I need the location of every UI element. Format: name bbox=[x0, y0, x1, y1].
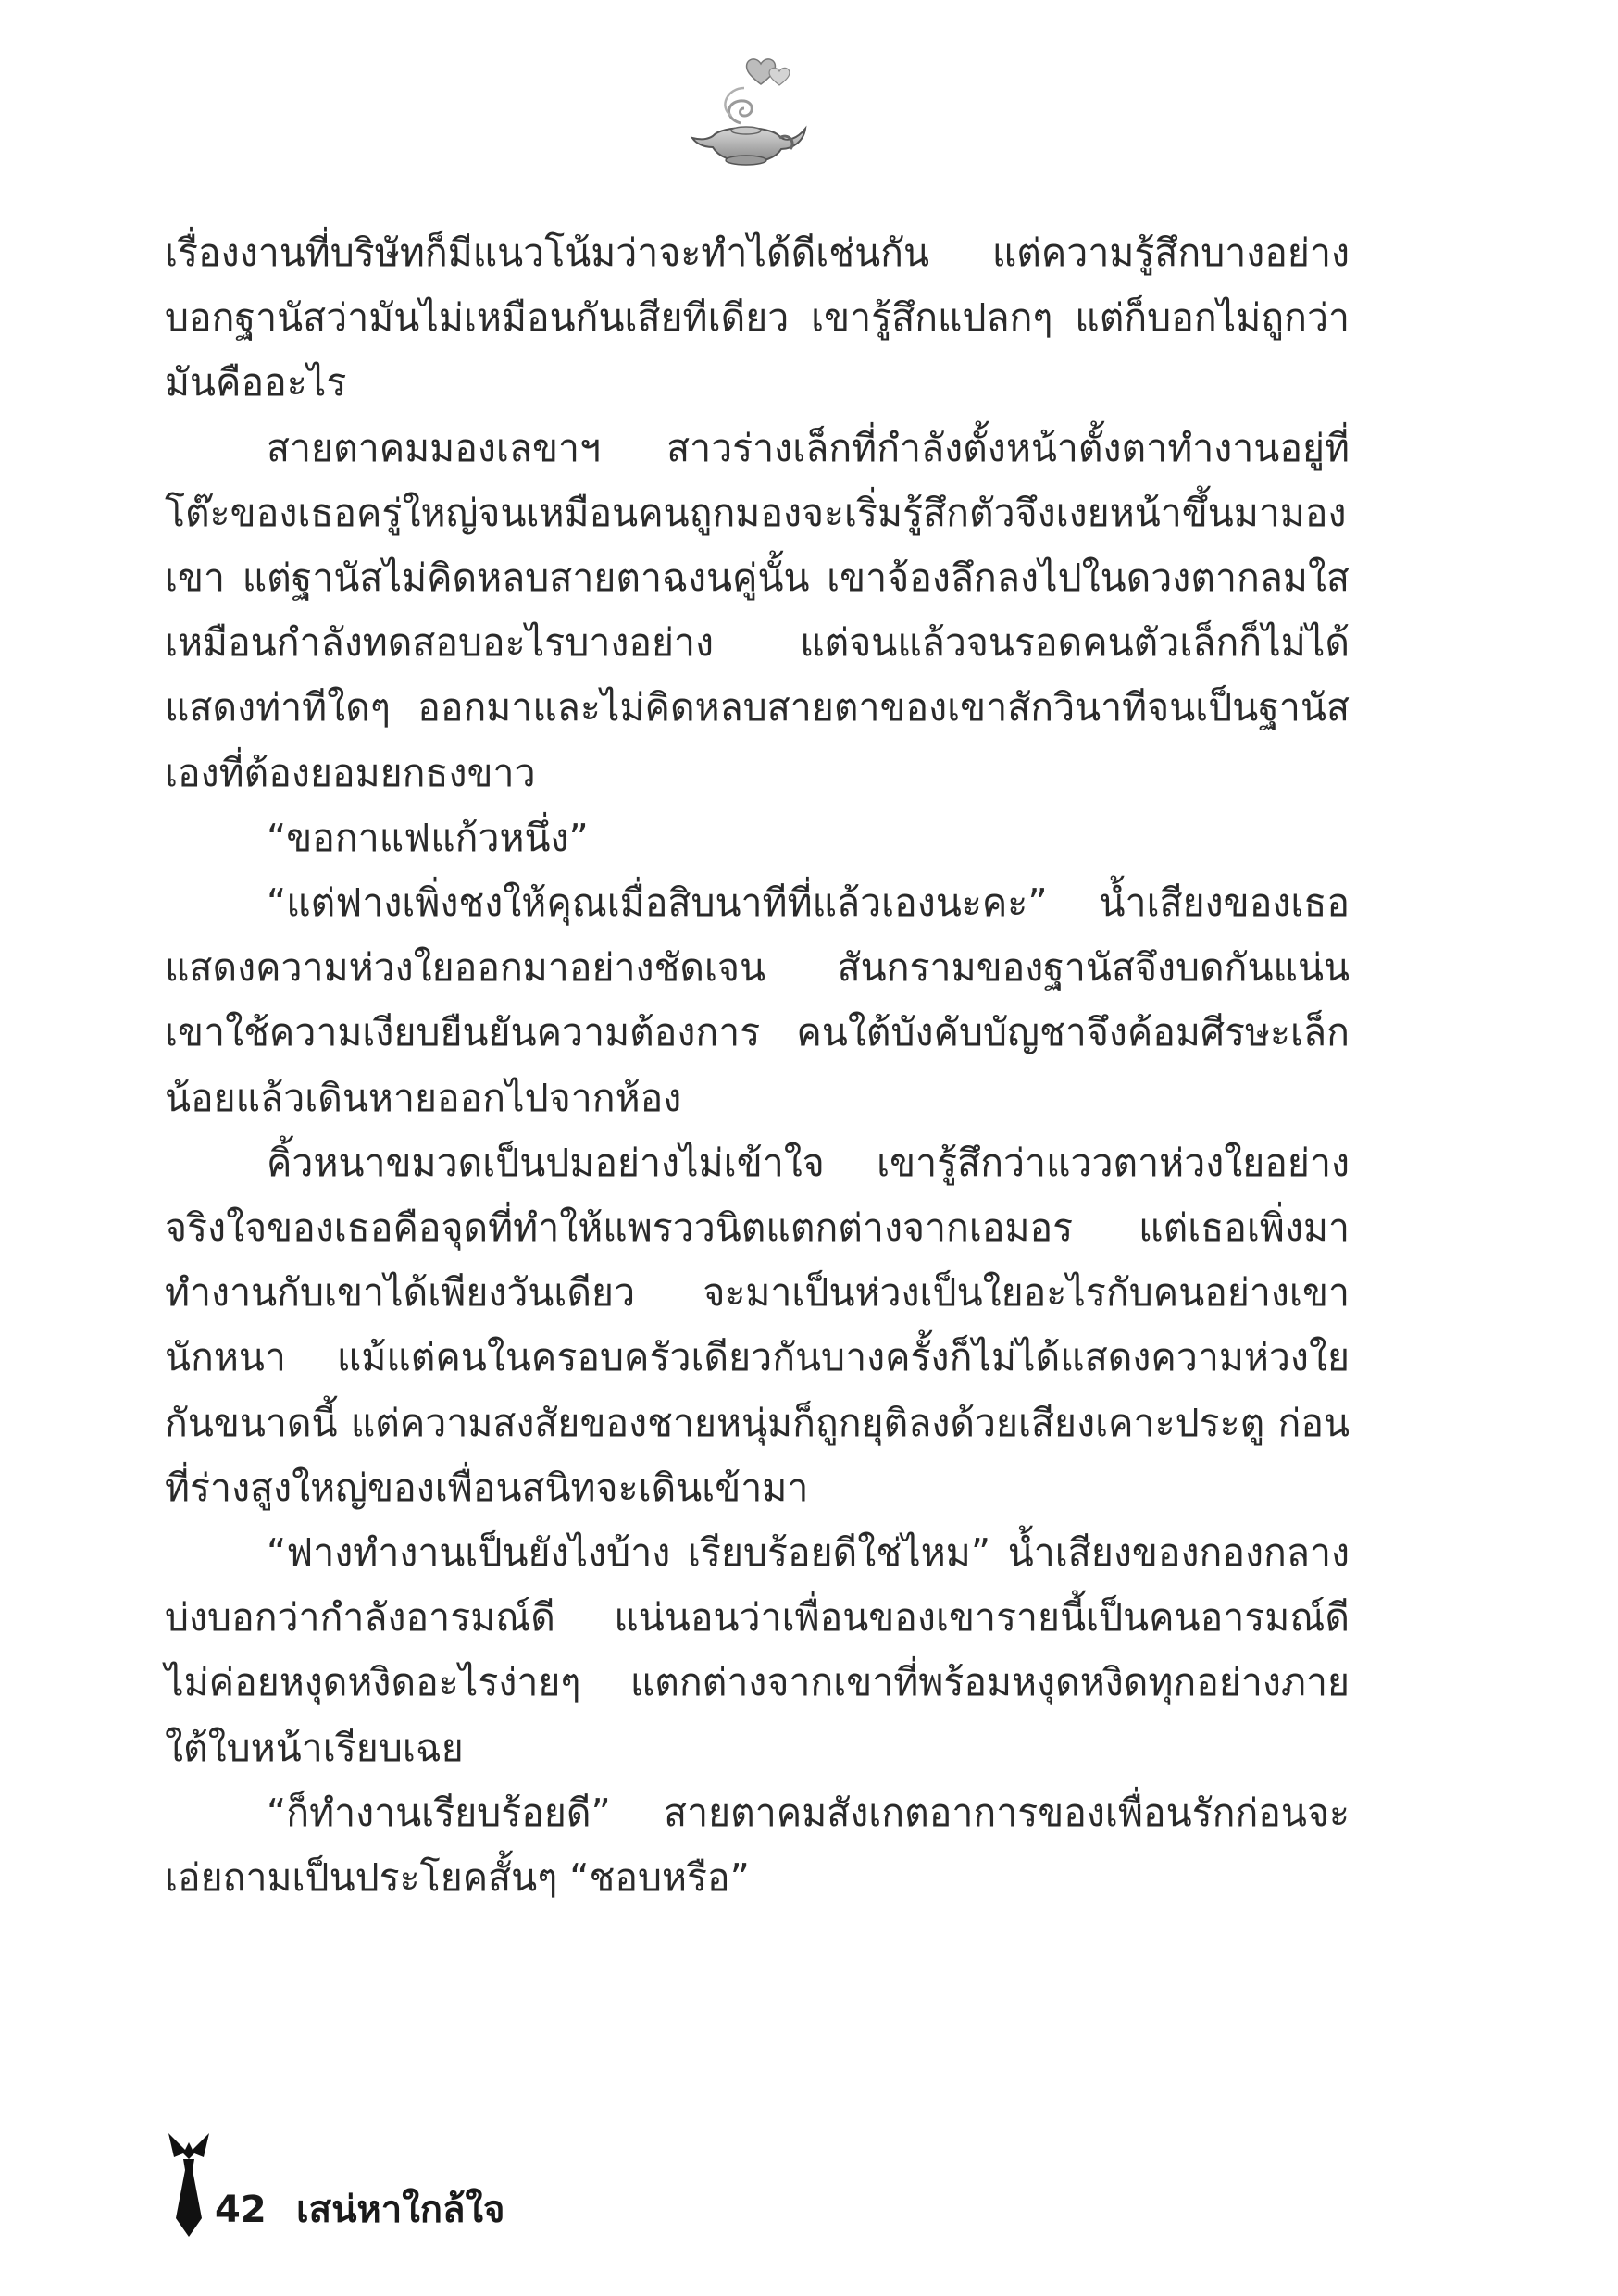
paragraph: “แต่ฟางเพิ่งชงให้คุณเมื่อสิบนาทีที่แล้วเองนะคะ” น้ำเสียงของเธอแสดงความห่วงใยออกมาอย่างชัดเจน สันกรามของฐานัสจึงบดกันแน่นเขาใช้ความเงียบยืนยันความต้องการ คนใต้บังคับบัญชาจึงค้อมศีรษะเล็กน้อยแล้วเดินหายออกไปจากห้อง bbox=[165, 880, 1350, 1120]
necktie-icon bbox=[167, 2129, 211, 2240]
paragraph: เรื่องงานที่บริษัทก็มีแนวโน้มว่าจะทำได้ดีเช่นกัน แต่ความรู้สึกบางอย่างบอกฐานัสว่ามันไม่เหมือนกันเสียทีเดียว เขารู้สึกแปลกๆ แต่ก็บอกไม่ถูกว่ามันคืออะไร bbox=[165, 231, 1350, 406]
page-number: 42 bbox=[215, 2189, 267, 2231]
paragraph: คิ้วหนาขมวดเป็นปมอย่างไม่เข้าใจ เขารู้สึกว่าแววตาห่วงใยอย่างจริงใจของเธอคือจุดที่ทำให้แพรววนิตแตกต่างจากเอมอร แต่เธอเพิ่งมาทำงานกับเขาได้เพียงวันเดียว จะมาเป็นห่วงเป็นใยอะไรกับคนอย่างเขานักหนา แม้แต่คนในครอบครัวเดียวกันบางครั้งก็ไม่ได้แสดงความห่วงใยกันขนาดนี้ แต่ความสงสัยของชายหนุ่มก็ถูกยุติลงด้วยเสียงเคาะประตู ก่อนที่ร่างสูงใหญ่ของเพื่อนสนิทจะเดินเข้ามา bbox=[165, 1140, 1350, 1510]
paragraph: “ก็ทำงานเรียบร้อยดี” สายตาคมสังเกตอาการของเพื่อนรักก่อนจะเอ่ยถามเป็นประโยคสั้นๆ “ชอบหรือ” bbox=[165, 1790, 1350, 1901]
paragraph: “ขอกาแฟแก้วหนึ่ง” bbox=[267, 815, 589, 860]
genie-lamp-with-hearts-icon bbox=[676, 51, 824, 171]
page-footer bbox=[167, 2129, 815, 2250]
book-title: เสน่หาใกล้ใจ bbox=[296, 2189, 505, 2231]
body-text bbox=[165, 220, 1350, 1910]
paragraph: สายตาคมมองเลขาฯ สาวร่างเล็กที่กำลังตั้งหน้าตั้งตาทำงานอยู่ที่โต๊ะของเธอครู่ใหญ่จนเหมือนคนถูกมองจะเริ่มรู้สึกตัวจึงเงยหน้าขึ้นมามองเขา แต่ฐานัสไม่คิดหลบสายตาฉงนคู่นั้น เขาจ้องลึกลงไปในดวงตากลมใสเหมือนกำลังทดสอบอะไรบางอย่าง แต่จนแล้วจนรอดคนตัวเล็กก็ไม่ได้แสดงท่าทีใดๆ ออกมาและไม่คิดหลบสายตาของเขาสักวินาทีจนเป็นฐานัสเองที่ต้องยอมยกธงขาว bbox=[165, 425, 1350, 795]
paragraph: “ฟางทำงานเป็นยังไงบ้าง เรียบร้อยดีใช่ไหม” น้ำเสียงของกองกลางบ่งบอกว่ากำลังอารมณ์ดี แน่นอนว่าเพื่อนของเขารายนี้เป็นคนอารมณ์ดี ไม่ค่อยหงุดหงิดอะไรง่ายๆ แตกต่างจากเขาที่พร้อมหงุดหงิดทุกอย่างภายใต้ใบหน้าเรียบเฉย bbox=[165, 1530, 1350, 1770]
